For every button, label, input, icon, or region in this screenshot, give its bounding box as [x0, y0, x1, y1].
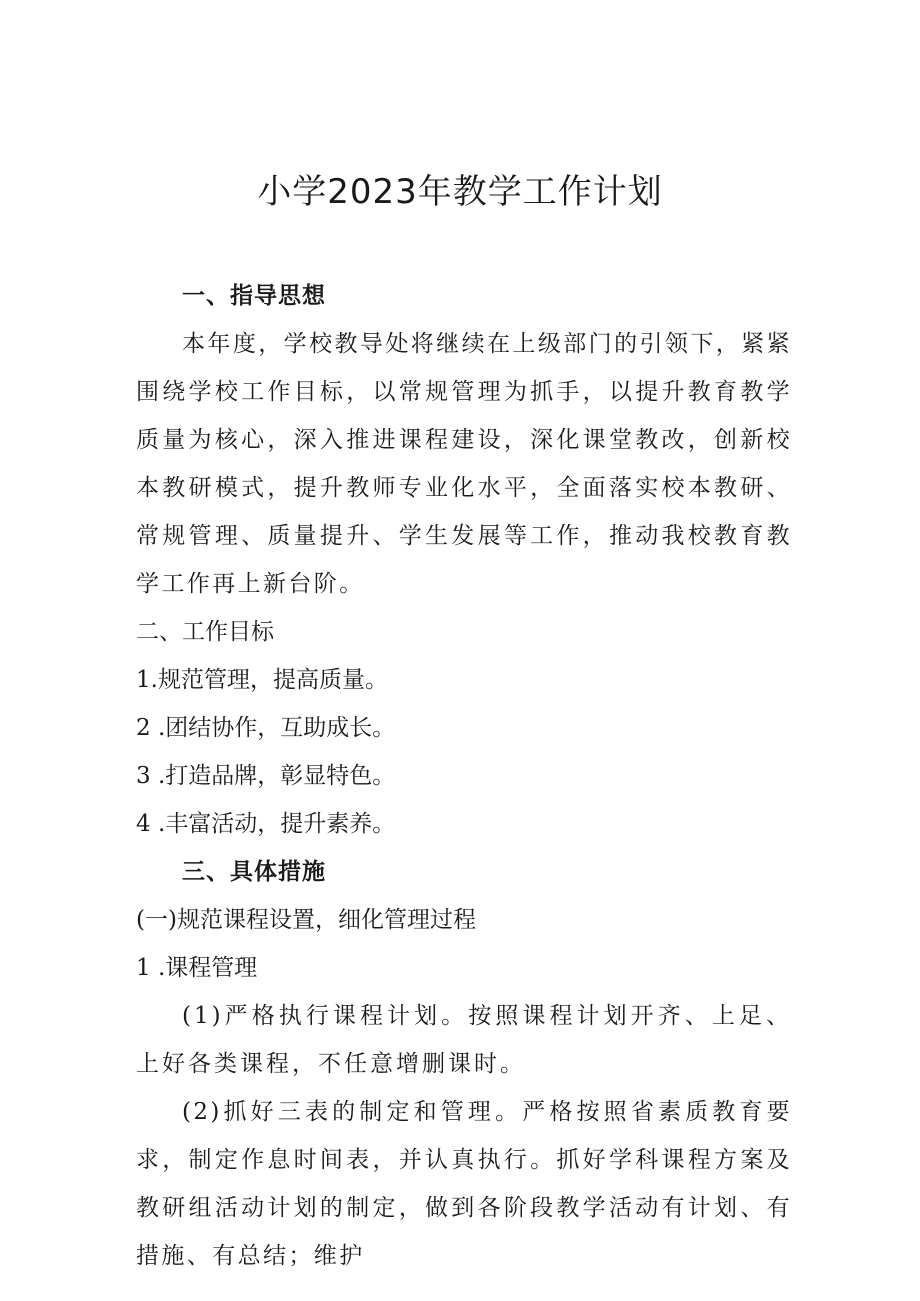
document-title: 小学2023年教学工作计划 [257, 172, 663, 212]
goal-item: 4 .丰富活动，提升素养。 [136, 811, 396, 837]
item-heading-course-management: 1 .课程管理 [136, 955, 258, 981]
goal-item: 1.规范管理，提高质量。 [136, 667, 388, 693]
section-heading-work-goals: 二、工作目标 [136, 619, 274, 645]
paragraph-three-schedules: (2)抓好三表的制定和管理。严格按照省素质教育要求，制定作息时间表，并认真执行。抓好学科课程方案及教研组活动计划的制定，做到各阶段教学活动有计划、有措施、有总结；维护 [136, 1099, 792, 1269]
paragraph-guiding-ideology: 本年度，学校教导处将继续在上级部门的引领下，紧紧围绕学校工作目标，以常规管理为抓手，以提升教育教学质量为核心，深入推进课程建设，深化课堂教改，创新校本教研模式，提升教师专业化水平，全面落实校本教研、常规管理、质量提升、学生发展等工作，推动我校教育教学工作再上新台阶。 [136, 331, 792, 597]
subsection-heading-course-setup: (一)规范课程设置，细化管理过程 [136, 907, 476, 933]
paragraph-course-plan: (1)严格执行课程计划。按照课程计划开齐、上足、上好各类课程，不任意增删课时。 [136, 1003, 792, 1077]
section-heading-specific-measures: 三、具体措施 [182, 859, 326, 885]
goal-item: 3 .打造品牌，彰显特色。 [136, 763, 396, 789]
goal-item: 2 .团结协作，互助成长。 [136, 715, 396, 741]
section-heading-guiding-ideology: 一、指导思想 [182, 283, 326, 309]
document-body [136, 272, 792, 1280]
